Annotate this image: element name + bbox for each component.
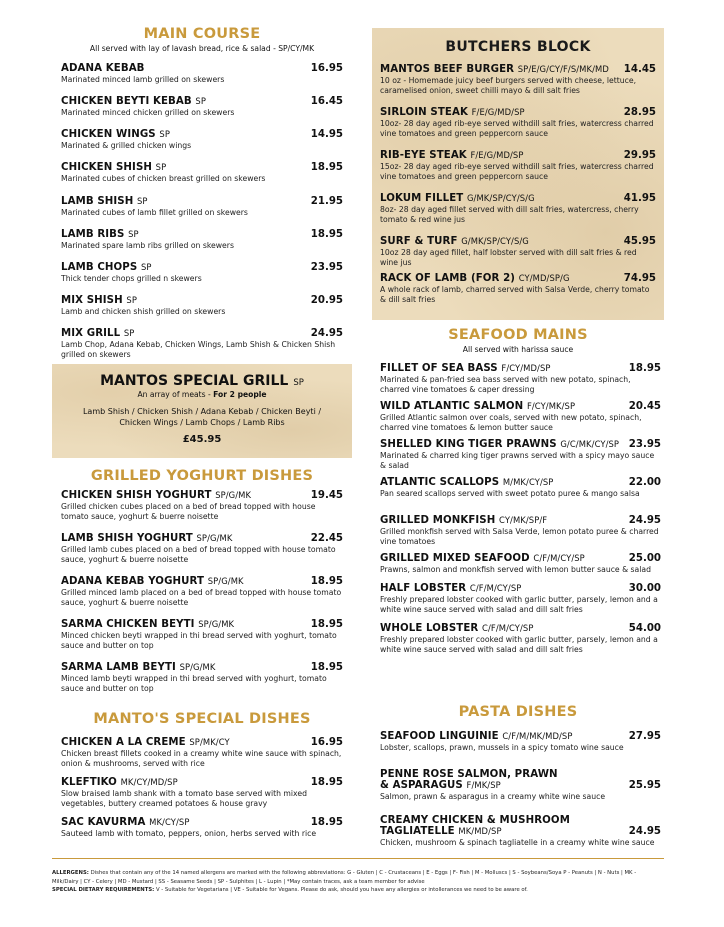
menu-item [61,196,343,218]
menu-item-price: 18.95 [310,619,343,630]
menu-item-price: 24.95 [628,515,661,526]
menu-item [380,583,661,615]
menu-item [61,262,343,284]
menu-item-title: RIB-EYE STEAK [380,150,467,161]
menu-item-description: Marinated minced lamb grilled on skewers [61,75,225,84]
butchers-title: BUTCHERS BLOCK [445,39,591,55]
menu-item-title: SHELLED KING TIGER PRAWNS [380,439,557,450]
menu-item-description: Minced lamb beyti wrapped in thi bread served with yoghurt, tomato sauce and butter on top [61,674,327,693]
menu-item-description: Lamb Chop, Adana Kebab, Chicken Wings, Lamb Shish & Chicken Shish grilled on skewers [61,340,336,359]
menu-item-price: 18.95 [310,662,343,673]
menu-item [61,777,343,809]
menu-item-description: Marinated minced chicken grilled on skewers [61,108,235,117]
menu-item-name [380,236,529,247]
menu-item-name [61,533,232,544]
menu-item-price: 21.95 [310,196,343,207]
special-grill-heading [52,370,352,389]
menu-item-row [380,193,656,204]
menu-item [380,815,661,848]
menu-item-row [380,553,661,564]
menu-item [61,619,343,651]
menu-item-title: SIRLOIN STEAK [380,107,468,118]
menu-item-name [380,815,570,837]
allergen-tag: C/F/M/MK/MD/SP [502,731,573,741]
allergen-tag: SP/G/MK [198,619,235,629]
menu-item-description: Marinated cubes of lamb fillet grilled on skewers [61,208,248,217]
menu-item-name [61,817,189,828]
allergen-tag: SP [123,328,135,338]
menu-item-row [61,196,343,207]
menu-item-title: CHICKEN SHISH YOGHURT [61,490,212,501]
menu-item-row [380,583,661,594]
allergen-tag: F/E/G/MD/SP [470,150,524,160]
menu-item [380,107,656,139]
menu-item-row [380,769,661,791]
menu-item-title: SARMA CHICKEN BEYTI [61,619,195,630]
menu-item-name [61,229,139,240]
allergen-tag: SP [128,229,139,239]
menu-item-title: CHICKEN SHISH [61,162,153,173]
menu-item-price: 25.00 [628,553,661,564]
menu-item-price: 18.95 [310,162,343,173]
menu-item-row [61,63,343,74]
allergen-tag: MK/MD/SP [458,826,502,836]
menu-item-price: 23.95 [628,439,661,450]
menu-item-description: Chicken, mushroom & spinach tagliatelle in a creamy white wine sauce [380,838,655,847]
menu-item-title: LOKUM FILLET [380,193,464,204]
menu-item-title: MANTOS BEEF BURGER [380,64,515,75]
menu-item-row [61,262,343,273]
menu-item-name [61,328,134,339]
menu-item-price: 25.95 [628,780,661,791]
allergen-tag: F/E/G/MD/SP [471,107,525,117]
menu-item-title: HALF LOBSTER [380,583,467,594]
seafood-subtitle: All served with harissa sauce [462,345,574,354]
allergen-tag: C/F/M/CY/SP [482,623,534,633]
allergen-tag: F/MK/SP [466,780,501,790]
menu-item-description: Sauteed lamb with tomato, peppers, onion, herbs served with rice [61,829,317,838]
menu-item-title: LAMB SHISH YOGHURT [61,533,193,544]
menu-item-description: Grilled lamb cubes placed on a bed of bread topped with house tomato sauce, yoghurt & buerre noisette [61,545,336,564]
footer-divider [52,858,664,859]
menu-item-description: Marinated & grilled chicken wings [61,141,192,150]
menu-item-row [380,363,661,374]
allergen-tag: SP [195,96,206,106]
menu-item-title: SEAFOOD LINGUINIE [380,731,499,742]
menu-item-description: Slow braised lamb shank with a tomato base served with mixed vegetables, buttery creamed potatoes & house gravy [61,789,307,808]
menu-item [61,129,343,151]
menu-item-row [61,777,343,788]
menu-item-description: Lamb and chicken shish grilled on skewers [61,307,226,316]
menu-item-name [61,737,230,748]
menu-item-title: FILLET OF SEA BASS [380,363,498,374]
menu-item-description: Thick tender chops grilled n skewers [61,274,202,283]
menu-item-row [380,401,661,412]
footer-allergens [52,869,664,895]
menu-item [61,817,343,839]
menu-item [61,662,343,694]
menu-item [380,769,661,802]
menu-item-row [61,328,343,339]
menu-item-price: 23.95 [310,262,343,273]
menu-item-price: 29.95 [623,150,656,161]
special-grill-panel [52,364,352,458]
special-grill-tag: SP [293,378,304,388]
menu-item [380,623,661,655]
menu-item-name [380,401,575,412]
menu-item-description: Prawns, salmon and monkfish served with lemon butter sauce & salad [380,565,651,574]
menu-item [380,439,661,471]
allergen-tag: MK/CY/MD/SP [120,777,178,787]
menu-item-description: Grilled Atlantic salmon over coals, served with new potato, spinach, charred vine tomatoes & lemon butter sauce [380,413,642,432]
menu-item-description: Marinated & charred king tiger prawns served with a spicy mayo sauce & salad [380,451,655,470]
menu-item [380,401,661,433]
menu-item-price: 24.95 [310,328,343,339]
menu-item [61,490,343,522]
allergen-tag: SP [137,196,148,206]
menu-item-name [380,769,570,791]
menu-item-title: CREAMY CHICKEN & MUSHROOM TAGLIATELLE [380,815,570,837]
menu-item-price: 18.95 [310,576,343,587]
menu-item-row [61,162,343,173]
menu-item [380,731,661,753]
seafood-title: SEAFOOD MAINS [448,327,588,343]
menu-item-row [380,731,661,742]
menu-item-price: 16.95 [310,63,343,74]
menu-item-name [380,583,521,594]
menu-item-title: ADANA KEBAB YOGHURT [61,576,205,587]
menu-item-row [61,96,343,107]
allergen-tag: SP [140,262,152,272]
menu-item-description: Grilled monkfish served with Salsa Verde, lemon potato puree & charred vine tomatoes [380,527,659,546]
menu-item-row [61,490,343,501]
menu-item-description: 10oz 28 day aged fillet, half lobster served with dill salt fries & red wine jus [380,248,637,267]
special-grill-price: £45.95 [182,434,222,445]
menu-item-price: 20.95 [310,295,343,306]
menu-item-name [380,107,525,118]
menu-item-name [380,193,535,204]
yoghurt-title: GRILLED YOGHURT DISHES [90,468,314,484]
diet-label: SPECIAL DIETARY REQUIREMENTS: [52,887,155,894]
menu-item-price: 19.45 [310,490,343,501]
menu-item-name [61,262,152,273]
allergen-tag: SP/G/MK [196,533,233,543]
menu-item [380,64,656,96]
allergen-tag: SP/MK/CY [189,737,230,747]
menu-item-price: 22.00 [628,477,661,488]
allergen-tag: SP/G/MK [179,662,216,672]
menu-item-price: 16.45 [310,96,343,107]
menu-item-name [61,662,215,673]
menu-item-title: WHOLE LOBSTER [380,623,479,634]
menu-item-row [61,737,343,748]
menu-item [61,229,343,251]
menu-item-price: 27.95 [628,731,661,742]
menu-item [380,273,656,305]
menu-item-row [380,236,656,247]
allergen-tag: SP [126,295,137,305]
allergen-tag: SP/G/MK [207,576,244,586]
butchers-panel [372,28,664,320]
menu-item [380,236,656,268]
menu-item-description: Freshly prepared lobster cooked with garlic butter, parsely, lemon and a white wine sauce served with salad and dill salt fries [380,595,658,614]
menu-item-description: Pan seared scallops served with sweet potato puree & mango salsa [380,489,640,498]
menu-item-price: 30.00 [628,583,661,594]
allergen-tag: SP/E/G/CY/F/S/MK/MD [517,64,609,74]
menu-item [380,515,661,547]
menu-item-title: KLEFTIKO [61,777,117,788]
menu-item-row [380,64,656,75]
menu-item-row [380,273,656,284]
menu-item-price: 16.95 [310,737,343,748]
menu-item-description: Freshly prepared lobster cooked with garlic butter, parsely, lemon and a white wine sauce served with salad and dill salt fries [380,635,658,654]
menu-item-description: 15oz- 28 day aged rib-eye served withdill salt fries, watercress charred vine tomatoes and green peppercorn sauce [380,162,654,181]
menu-item-title: GRILLED MONKFISH [380,515,496,526]
allergen-tag: SP [155,162,167,172]
menu-item [61,63,343,85]
menu-item-description: Marinated cubes of chicken breast grilled on skewers [61,174,266,183]
menu-item-name [380,64,609,75]
menu-item-title: ADANA KEBAB [61,63,145,74]
menu-item-title: SAC KAVURMA [61,817,146,828]
menu-item-description: Chicken breast fillets cooked in a creamy white wine sauce with spinach, onion & mushrooms, served with rice [61,749,342,768]
pasta-title: PASTA DISHES [458,704,578,720]
menu-item-name [380,623,534,634]
allergen-tag: M/MK/CY/SP [502,477,554,487]
allergen-tag: SP [159,129,170,139]
menu-item-description: 8oz- 28 day aged fillet served with dill salt fries, watercress, cherry tomato & red wine jus [380,205,639,224]
menu-item-name [61,129,170,140]
menu-item-title: RACK OF LAMB (FOR 2) [380,273,516,284]
menu-item-name [380,439,619,450]
menu-item-row [61,817,343,828]
allergen-tag: MK/CY/SP [149,817,190,827]
diet-text: V - Suitable for Vegetarians | VE - Suitable for Vegans. Please do ask, should you have any allergies or intollerances we need to be aware of. [155,887,528,894]
menu-item-name [61,295,137,306]
menu-item-price: 24.95 [628,826,661,837]
menu-item [61,737,343,769]
main-course-section [52,26,352,53]
allergen-tag: G/MK/SP/CY/S/G [461,236,529,246]
menu-item-name [380,363,551,374]
menu-item [380,477,661,499]
main-course-subtitle: All served with lay of lavash bread, rice & salad - SP/CY/MK [89,44,315,53]
menu-item-row [380,477,661,488]
menu-item-title: CHICKEN A LA CREME [61,737,186,748]
menu-item-price: 54.00 [628,623,661,634]
menu-item-price: 20.45 [628,401,661,412]
menu-item-name [61,96,206,107]
menu-item-title: SARMA LAMB BEYTI [61,662,176,673]
allergens-label: ALLERGENS: [52,870,89,876]
special-grill-sub-bold: For 2 people [213,390,267,399]
menu-item-name [380,150,523,161]
menu-item-name [61,162,166,173]
allergen-tag: CY/MK/SP/F [499,515,548,525]
menu-item-row [380,150,656,161]
menu-item-name [61,63,145,74]
menu-item-row [380,623,661,634]
main-course-title: MAIN COURSE [143,26,261,42]
allergen-tag: F/CY/MK/SP [526,401,576,411]
special-grill-title: MANTOS SPECIAL GRILL [100,373,289,389]
menu-item-name [61,490,251,501]
allergens-text: Dishes that contain any of the 14 named allergens are marked with the following abbreviations: G - Gluten | C - Crustaceans | E - Eggs | F- Fish | M - Molluscs | S - Soybeans/Soya P - Peanuts | N - Nuts | MK - Milk/Dairy | CY - Celery | MD - Mustard | SS - Seasame Seeds | SP - Sulphites | L - Lupin | *May contain traces, ask a team member for advise [52,870,637,885]
menu-item [380,150,656,182]
menu-item-title: LAMB RIBS [61,229,125,240]
menu-item-title: LAMB CHOPS [61,262,138,273]
menu-item [61,295,343,317]
seafood-section [372,327,664,354]
menu-item-description: 10oz- 28 day aged rib-eye served withdill salt fries, watercress charred vine tomatoes and green peppercorn sauce [380,119,654,138]
menu-item-price: 22.45 [310,533,343,544]
menu-item-name [380,731,573,742]
menu-item-title: MIX SHISH [61,295,123,306]
menu-item-title: PENNE ROSE SALMON, PRAWN & ASPARAGUS [380,769,558,791]
menu-item-row [61,576,343,587]
menu-item-name [380,273,570,284]
menu-item-price: 74.95 [623,273,656,284]
menu-item-description: Minced chicken beyti wrapped in thi bread served with yoghurt, tomato sauce and butter on top [61,631,337,650]
menu-item-name [61,576,244,587]
menu-item-title: CHICKEN WINGS [61,129,156,140]
menu-item-title: SURF & TURF [380,236,458,247]
menu-item-title: CHICKEN BEYTI KEBAB [61,96,192,107]
menu-item [61,533,343,565]
menu-item-row [380,815,661,837]
menu-item-row [61,533,343,544]
menu-item-title: LAMB SHISH [61,196,134,207]
menu-item-price: 18.95 [310,777,343,788]
menu-item-row [61,619,343,630]
menu-item-name [61,196,148,207]
menu-item [380,363,661,395]
menu-item-name [380,553,585,564]
menu-item-row [380,439,661,450]
menu-item-description: Grilled minced lamb placed on a bed of bread topped with house tomato sauce, yoghurt & buerre noisette [61,588,342,607]
special-grill-subtitle [52,390,352,399]
menu-item-row [61,662,343,673]
menu-item-description: 10 oz - Homemade juicy beef burgers served with cheese, lettuce, caramelised onion, sweet chilli mayo & dill salt fries [380,76,637,95]
menu-item-name [61,619,234,630]
menu-item-description: Marinated spare lamb ribs grilled on skewers [61,241,234,250]
menu-item-row [380,515,661,526]
menu-item-name [61,777,178,788]
allergen-tag: G/C/MK/CY/SP [560,439,620,449]
allergen-tag: F/CY/MD/SP [501,363,551,373]
menu-item-row [61,295,343,306]
allergen-tag: CY/MD/SP/G [518,273,570,283]
menu-item-description: Salmon, prawn & asparagus in a creamy white wine sauce [380,792,606,801]
menu-item-price: 18.95 [310,817,343,828]
menu-item-title: ATLANTIC SCALLOPS [380,477,500,488]
allergen-tag: G/MK/SP/CY/S/G [466,193,535,203]
menu-item-price: 41.95 [623,193,656,204]
menu-item-title: GRILLED MIXED SEAFOOD [380,553,530,564]
menu-item-title: WILD ATLANTIC SALMON [380,401,524,412]
menu-item-price: 14.45 [623,64,656,75]
menu-item-description: A whole rack of lamb, charred served with Salsa Verde, cherry tomato & dill salt fries [380,285,650,304]
mantos-special-title: MANTO'S SPECIAL DISHES [93,711,311,727]
menu-item-description: Grilled chicken cubes placed on a bed of bread topped with house tomato sauce, yoghurt & buerre noisette [61,502,316,521]
menu-item-row [61,229,343,240]
menu-item-title: MIX GRILL [61,328,121,339]
menu-item-name [380,477,553,488]
menu-item-description: Marinated & pan-fried sea bass served with new potato, spinach, charred vine tomatoes & caper dressing [380,375,631,394]
menu-item [61,576,343,608]
allergen-tag: SP/G/MK [215,490,252,500]
special-grill-desc: Lamb Shish / Chicken Shish / Adana Kebab / Chicken Beyti / Chicken Wings / Lamb Chops / Lamb Ribs [82,407,322,427]
allergen-tag: C/F/M/CY/SP [533,553,585,563]
menu-item-price: 28.95 [623,107,656,118]
menu-item-description: Lobster, scallops, prawn, mussels in a spicy tomato wine sauce [380,743,624,752]
special-grill-sub-prefix: An array of meats - [137,390,214,399]
menu-item-price: 14.95 [310,129,343,140]
menu-item [380,553,661,575]
menu-item-row [61,129,343,140]
menu-item-price: 18.95 [310,229,343,240]
menu-item-row [380,107,656,118]
menu-item [61,162,343,184]
menu-item [61,328,343,360]
menu-item [61,96,343,118]
menu-item-name [380,515,547,526]
menu-item-price: 18.95 [628,363,661,374]
menu-item-price: 45.95 [623,236,656,247]
allergen-tag: C/F/M/CY/SP [469,583,522,593]
menu-item [380,193,656,225]
